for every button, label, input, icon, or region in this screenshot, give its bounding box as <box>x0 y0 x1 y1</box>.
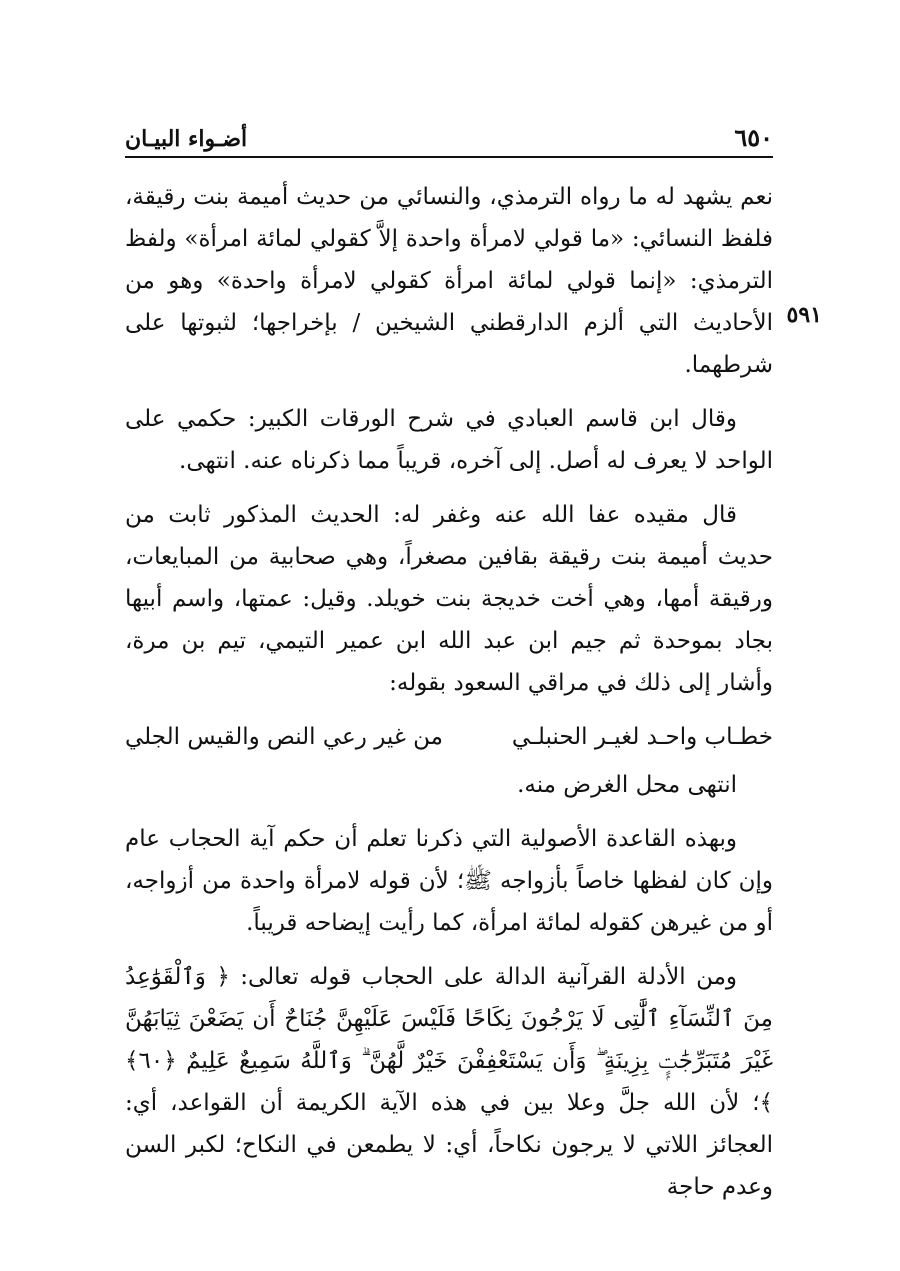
book-title: أضـواء البيـان <box>125 126 248 152</box>
verse-first-hemistich: خطـاب واحـد لغيـر الحنبلـي <box>511 724 773 750</box>
paragraph-5: وبهذه القاعدة الأصولية التي ذكرنا تعلم أن حكم آية الحجاب عام وإن كان لفظها خاصاً بأزواجه ﷺ؛ لأن قوله لامرأة واحدة من أزواجه، أو من غيرهن كقوله لمائة امرأة، كما رأيت إيضاحه قريباً. <box>125 826 773 936</box>
page-body <box>125 176 773 1220</box>
paragraph-6 <box>125 956 773 1208</box>
margin-page-reference: ٥٩١ <box>786 302 822 328</box>
paragraph-1: نعم يشهد له ما رواه الترمذي، والنسائي من حديث أميمة بنت رقيقة، فلفظ النسائي: «ما قولي لامرأة واحدة إلاَّ كقولي لمائة امرأة» ولفظ الترمذي: «إنما قولي لمائة امرأة كقولي لامرأة واحدة» وهو من الأحاديث التي ألزم الدارقطني الشيخين / بإخراجها؛ لثبوتها على شرطهما. <box>125 184 773 378</box>
paragraph-6-intro: ومن الأدلة القرآنية الدالة على الحجاب قوله تعالى: <box>240 964 738 990</box>
page-number: ٦٥٠ <box>734 123 773 152</box>
poetry-verse <box>125 716 773 758</box>
paragraph-3: قال مقيده عفا الله عنه وغفر له: الحديث المذكور ثابت من حديث أميمة بنت رقيقة بقافين مصغراً، وهي صحابية من المبايعات، ورقيقة أمها، وهي أخت خديجة بنت خويلد. وقيل: عمتها، واسم أبيها بجاد بموحدة ثم جيم ابن عبد الله ابن عمير التيمي، تيم بن مرة، وأشار إلى ذلك في مراقي السعود بقوله: <box>125 502 773 696</box>
paragraph-6-rest: ؛ لأن الله جلَّ وعلا بين في هذه الآية الكريمة أن القواعد، أي: العجائز اللاتي لا يرجون نكاحاً، أي: لا يطمعن في النكاح؛ لكبر السن وعدم حاجة <box>125 1090 773 1200</box>
quran-verse: ﴿ وَٱلْقَوَٰعِدُ مِنَ ٱلنِّسَآءِ ٱلَّٰتِى لَا يَرْجُونَ نِكَاحًا فَلَيْسَ عَلَيْهِنَّ جُنَاحٌ أَن يَضَعْنَ ثِيَابَهُنَّ غَيْرَ مُتَبَرِّجَٰتٍۭ بِزِينَةٍ ۖ وَأَن يَسْتَعْفِفْنَ خَيْرٌ لَّهُنَّ ۗ وَٱللَّهُ سَمِيعٌ عَلِيمٌ ﴿٦٠﴾ ﴾ <box>125 964 773 1116</box>
paragraph-2: وقال ابن قاسم العبادي في شرح الورقات الكبير: حكمي على الواحد لا يعرف له أصل. إلى آخره، قريباً مما ذكرناه عنه. انتهى. <box>125 406 773 474</box>
paragraph-4: انتهى محل الغرض منه. <box>517 772 737 798</box>
page-header <box>125 112 773 158</box>
verse-second-hemistich: من غير رعي النص والقيس الجلي <box>125 724 443 750</box>
